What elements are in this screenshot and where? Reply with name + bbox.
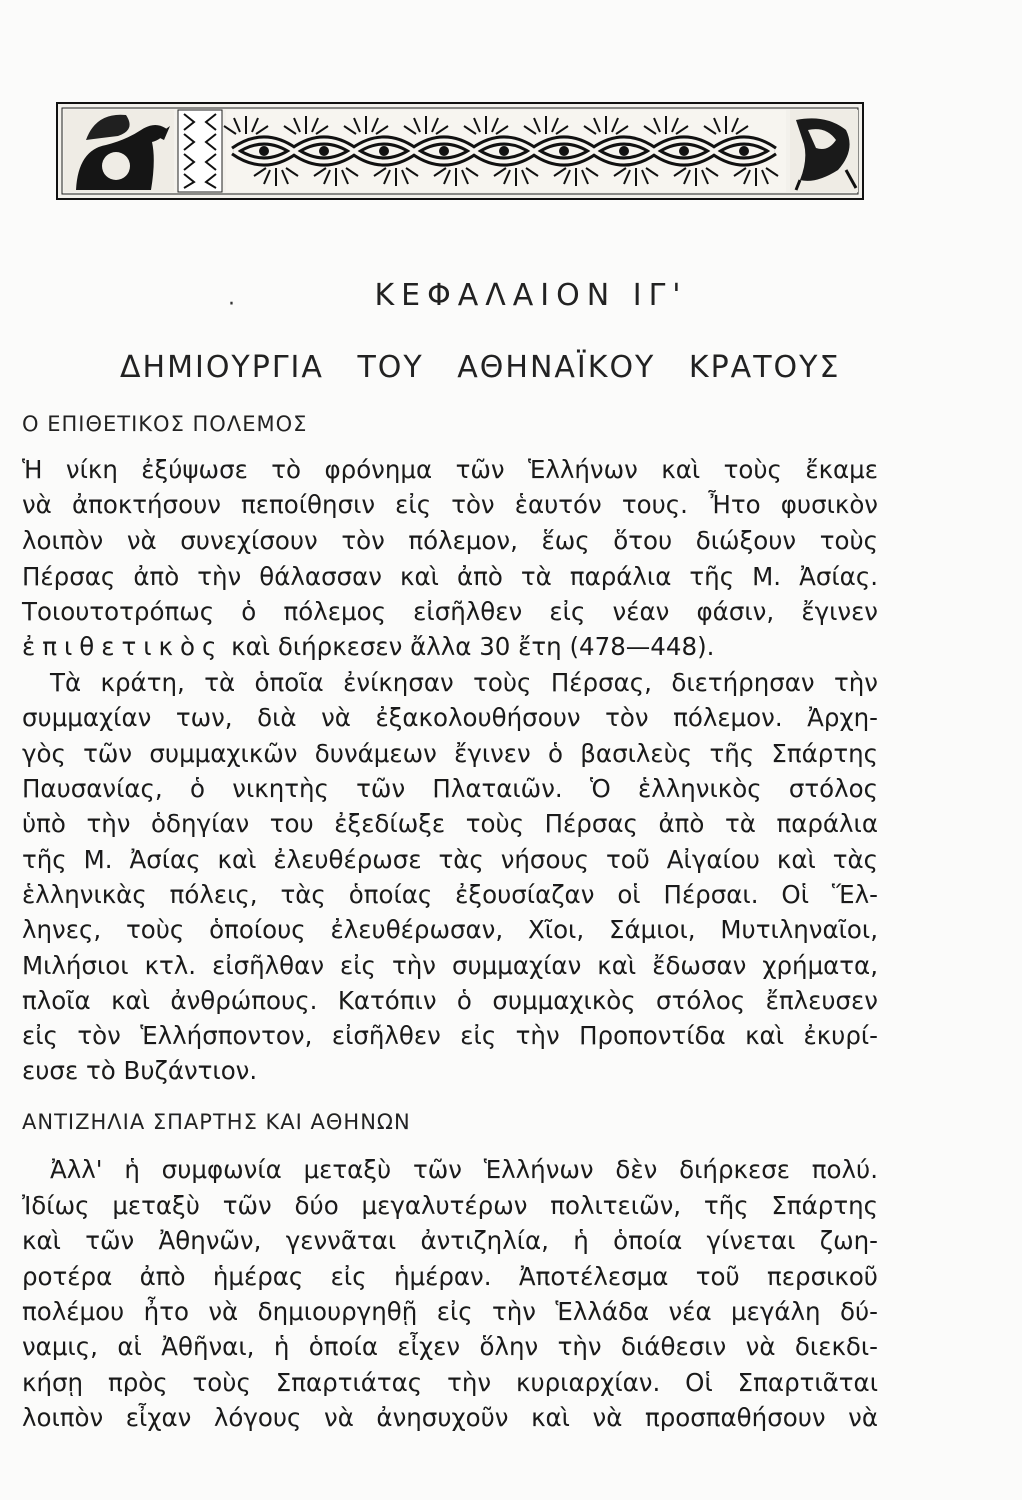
text-line (22, 632, 878, 662)
text-line: πλοῖα καὶ ἀνθρώπους. Κατόπιν ὁ συμμαχικὸς στόλος ἔπλευσεν (22, 986, 878, 1015)
stray-dot: · (228, 292, 235, 317)
text-line: κήσῃ πρὸς τοὺς Σπαρτιάτας τὴν κυριαρχίαν. Οἱ Σπαρτιᾶται (22, 1368, 878, 1397)
text-line: εἰς τὸν Ἑλλήσποντον, εἰσῆλθεν εἰς τὴν Προποντίδα καὶ ἐκυρί- (22, 1021, 878, 1050)
text-line: ναμις, αἱ Ἀθῆναι, ἡ ὁποία εἶχεν ὅλην τὴν διάθεσιν νὰ διεκδι- (22, 1332, 878, 1361)
text-line: Μιλήσιοι κτλ. εἰσῆλθαν εἰς τὴν συμμαχίαν καὶ ἔδωσαν χρήματα, (22, 951, 878, 980)
section-heading-offensive-war: Ο ΕΠΙΘΕΤΙΚΟΣ ΠΟΛΕΜΟΣ (22, 412, 308, 436)
left-strip (178, 110, 222, 192)
text-line: συμμαχίαν των, διὰ νὰ ἐξακολουθήσουν τὸν πόλεμον. Ἀρχη- (22, 703, 878, 732)
text-line: ληνες, τοὺς ὁποίους ἐλευθέρωσαν, Χῖοι, Σάμιοι, Μυτιληναῖοι, (22, 915, 878, 944)
spaced-emphasis-word: ἐπιθετικὸς (22, 632, 224, 661)
text-line: λοιπὸν εἶχαν λόγους νὰ ἀνησυχοῦν καὶ νὰ προσπαθήσουν νὰ (22, 1403, 878, 1432)
text-line: ὑπὸ τὴν ὁδηγίαν του ἐξεδίωξε τοὺς Πέρσας ἀπὸ τὰ παράλια (22, 809, 878, 838)
text-line: τῆς Μ. Ἀσίας καὶ ἐλευθέρωσε τὰς νήσους τοῦ Αἰγαίου καὶ τὰς (22, 845, 878, 874)
text-line: λοιπὸν νὰ συνεχίσουν τὸν πόλεμον, ἕως ὅτου διώξουν τοὺς (22, 526, 878, 555)
text-line: Ἡ νίκη ἐξύψωσε τὸ φρόνημα τῶν Ἑλλήνων καὶ τοὺς ἔκαμε (22, 455, 878, 484)
text-line: πολέμου ἦτο νὰ δημιουργηθῇ εἰς τὴν Ἑλλάδα νέα μεγάλη δύ- (22, 1297, 878, 1326)
text-line: ροτέρα ἀπὸ ἡμέρας εἰς ἡμέραν. Ἀποτέλεσμα τοῦ περσικοῦ (22, 1262, 878, 1291)
text-line: Τὰ κράτη, τὰ ὁποῖα ἐνίκησαν τοὺς Πέρσας, διετήρησαν τὴν (50, 668, 878, 697)
right-animal-figure (790, 110, 858, 192)
chapter-title: ΔΗΜΙΟΥΡΓΙΑ ΤΟΥ ΑΘΗΝΑΪΚΟΥ ΚΡΑΤΟΥΣ (120, 350, 841, 385)
text-line: ἑλληνικὰς πόλεις, τὰς ὁποίας ἐξουσίαζαν οἱ Πέρσαι. Οἱ Ἕλ- (22, 880, 878, 909)
chapter-heading: ΚΕΦΑΛΑΙΟΝ ΙΓ' (374, 278, 688, 313)
section-heading-rivalry: ΑΝΤΙΖΗΛΙΑ ΣΠΑΡΤΗΣ ΚΑΙ ΑΘΗΝΩΝ (22, 1110, 411, 1134)
text-line: καὶ τῶν Ἀθηνῶν, γεννᾶται ἀντιζηλία, ἡ ὁποία γίνεται ζωη- (22, 1226, 878, 1255)
text-line: Ἰδίως μεταξὺ τῶν δύο μεγαλυτέρων πολιτειῶν, τῆς Σπάρτης (22, 1191, 878, 1220)
text-line: νὰ ἀποκτήσουν πεποίθησιν εἰς τὸν ἑαυτόν τους. Ἦτο φυσικὸν (22, 490, 878, 519)
text-line: Παυσανίας, ὁ νικητὴς τῶν Πλαταιῶν. Ὁ ἑλληνικὸς στόλος (22, 774, 878, 803)
text-line: Τοιουτοτρόπως ὁ πόλεμος εἰσῆλθεν εἰς νέαν φάσιν, ἔγινεν (22, 597, 878, 626)
guilloche-pattern (224, 110, 786, 192)
decorative-meander-banner (56, 100, 866, 204)
text-line: Πέρσας ἀπὸ τὴν θάλασσαν καὶ ἀπὸ τὰ παράλια τῆς Μ. Ἀσίας. (22, 562, 878, 591)
left-animal-figure (64, 110, 174, 192)
text-line: ευσε τὸ Βυζάντιον. (22, 1056, 258, 1085)
text-line: γὸς τῶν συμμαχικῶν δυνάμεων ἔγινεν ὁ βασιλεὺς τῆς Σπάρτης (22, 739, 878, 768)
text-line-rest: καὶ διήρκεσεν ἄλλα 30 ἔτη (478—448). (231, 632, 715, 661)
ornament-frieze-image (56, 100, 866, 204)
text-line: Ἀλλ' ἡ συμφωνία μεταξὺ τῶν Ἑλλήνων δὲν διήρκεσε πολύ. (50, 1155, 878, 1184)
